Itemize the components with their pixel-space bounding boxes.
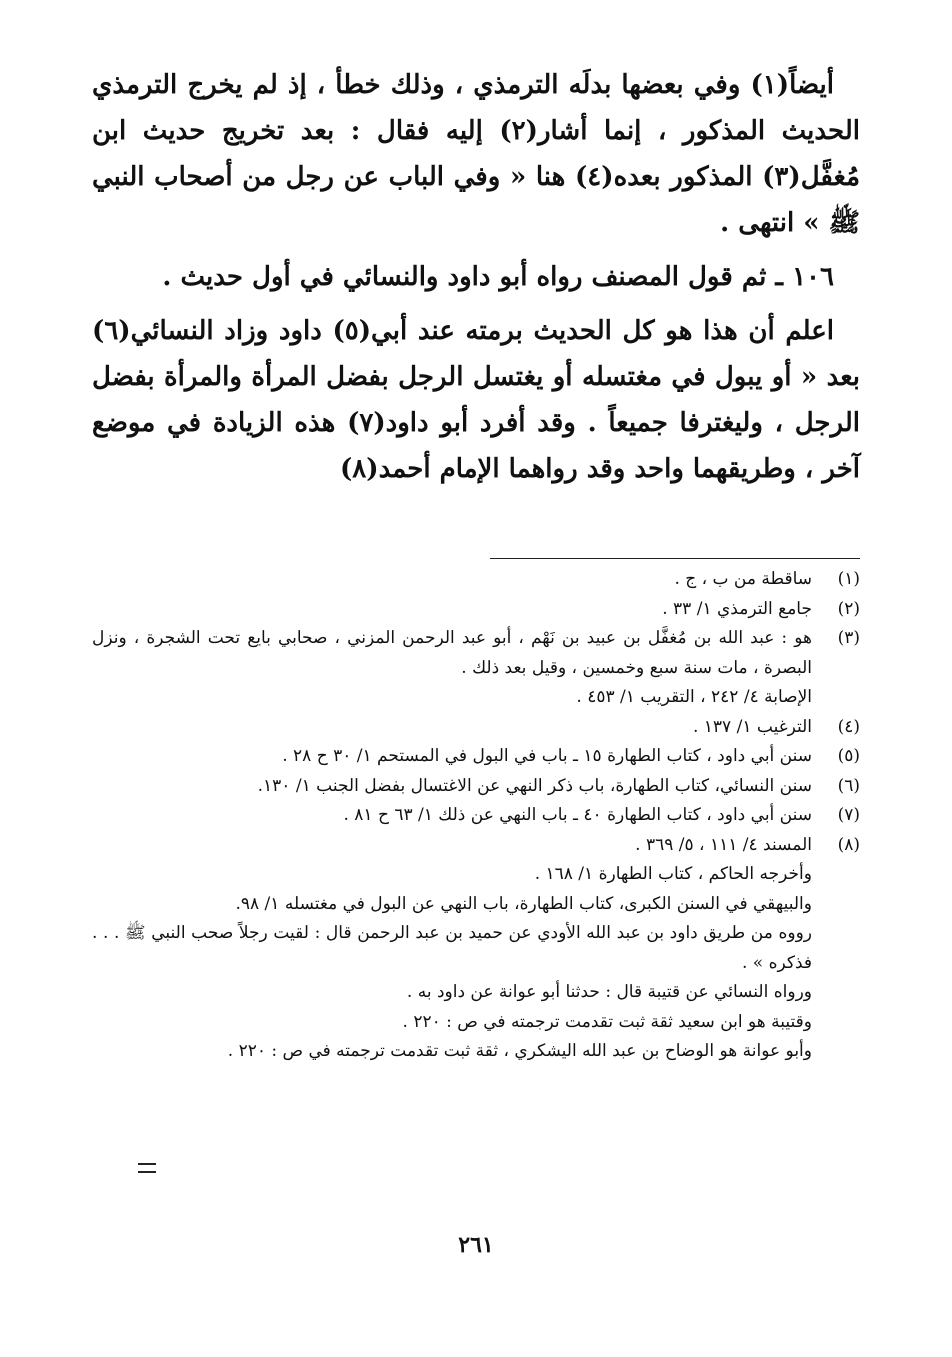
footnote-8	[92, 831, 860, 861]
footnote-4	[92, 713, 860, 743]
footnote-number: (٣)	[837, 628, 860, 648]
footnote-number: (٦)	[837, 775, 860, 796]
footnote-text: المسند ٤/ ١١١ ، ٥/ ٣٦٩ .	[635, 834, 812, 855]
footnote-number: (٤)	[837, 716, 860, 737]
footnote-3	[92, 624, 860, 683]
footnote-text: ساقطة من ب ، ج .	[674, 569, 812, 589]
footnote-2	[92, 595, 860, 625]
footnote-text: سنن أبي داود ، كتاب الطهارة ١٥ ـ باب في البول في المستحم ١/ ٣٠ ح ٢٨ .	[282, 746, 812, 766]
footnote-6	[92, 772, 860, 802]
footnote-number: (٧)	[837, 805, 860, 825]
footnote-divider	[490, 558, 860, 559]
footnote-number: (٨)	[837, 834, 860, 855]
paragraph-2: ١٠٦ ـ ثم قول المصنف رواه أبو داود والنسائي في أول حديث .	[162, 262, 834, 292]
footnote-text: الترغيب ١/ ١٣٧ .	[692, 716, 812, 737]
footnote-7	[92, 801, 860, 831]
paragraph-3: اعلم أن هذا هو كل الحديث برمته عند أبي(٥) داود وزاد النسائي(٦) بعد « أو يبول في مغتسله أو يغتسل الرجل بفضل المرأة والمرأة بفضل الرجل ، وليغترفا جميعاً . وقد أفرد أبو داود(٧) هذه الزيادة في موضع آخر ، وطريقهما واحد وقد رواهما الإمام أحمد(٨)	[92, 316, 860, 484]
footnote-text: هو : عبد الله بن مُغفَّل بن عبيد بن نَهْم ، أبو عبد الرحمن المزني ، صحابي بايع تحت الشجرة ، ونزل البصرة ، مات سنة سبع وخمسين ، وقيل بعد ذلك .	[92, 628, 812, 678]
footnote-8-line: ورواه النسائي عن قتيبة قال : حدثنا أبو عوانة عن داود به .	[406, 982, 812, 1002]
footnote-5	[92, 742, 860, 772]
page-number: ٢٦١	[458, 1232, 494, 1258]
footnote-8-line: وأخرجه الحاكم ، كتاب الطهارة ١/ ١٦٨ .	[534, 864, 812, 884]
footnote-text: سنن النسائي، كتاب الطهارة، باب ذكر النهي عن الاغتسال بفضل الجنب ١/ ١٣٠.	[257, 775, 812, 796]
footnote-8-line: وأبو عوانة هو الوضاح بن عبد الله اليشكري ، ثقة ثبت تقدمت ترجمته في ص : ٢٢٠ .	[227, 1041, 812, 1061]
continuation-mark	[138, 1163, 156, 1173]
footnote-number: (٢)	[837, 598, 860, 619]
footnote-number: (٥)	[837, 746, 860, 766]
footnote-3-reference: الإصابة ٤/ ٢٤٢ ، التقريب ١/ ٤٥٣ .	[576, 687, 812, 707]
footnote-8-line: رووه من طريق داود بن عبد الله الأودي عن حميد بن عبد الرحمن قال : لقيت رجلاً صحب النبي ﷺ . . . فذكره » .	[92, 923, 812, 973]
paragraph-1: أيضاً(١) وفي بعضها بدلَه الترمذي ، وذلك خطأ ، إذ لم يخرج الترمذي الحديث المذكور ، إنما أشار(٢) إليه فقال : بعد تخريج حديث ابن مُغفَّل(٣) المذكور بعده(٤) هنا « وفي الباب عن رجل من أصحاب النبي ﷺ » انتهى .	[92, 70, 861, 238]
footnote-8-line: وقتيبة هو ابن سعيد ثقة ثبت تقدمت ترجمته في ص : ٢٢٠ .	[402, 1011, 812, 1032]
footnote-1	[92, 565, 860, 595]
footnote-text: جامع الترمذي ١/ ٣٣ .	[662, 598, 812, 619]
footnote-text: سنن أبي داود ، كتاب الطهارة ٤٠ ـ باب النهي عن ذلك ١/ ٦٣ ح ٨١ .	[343, 805, 812, 825]
main-text	[92, 62, 860, 492]
footnote-8-line: والبيهقي في السنن الكبرى، كتاب الطهارة، باب النهي عن البول في مغتسله ١/ ٩٨.	[235, 893, 812, 914]
footnotes	[92, 565, 860, 1067]
footnote-number: (١)	[837, 569, 860, 589]
